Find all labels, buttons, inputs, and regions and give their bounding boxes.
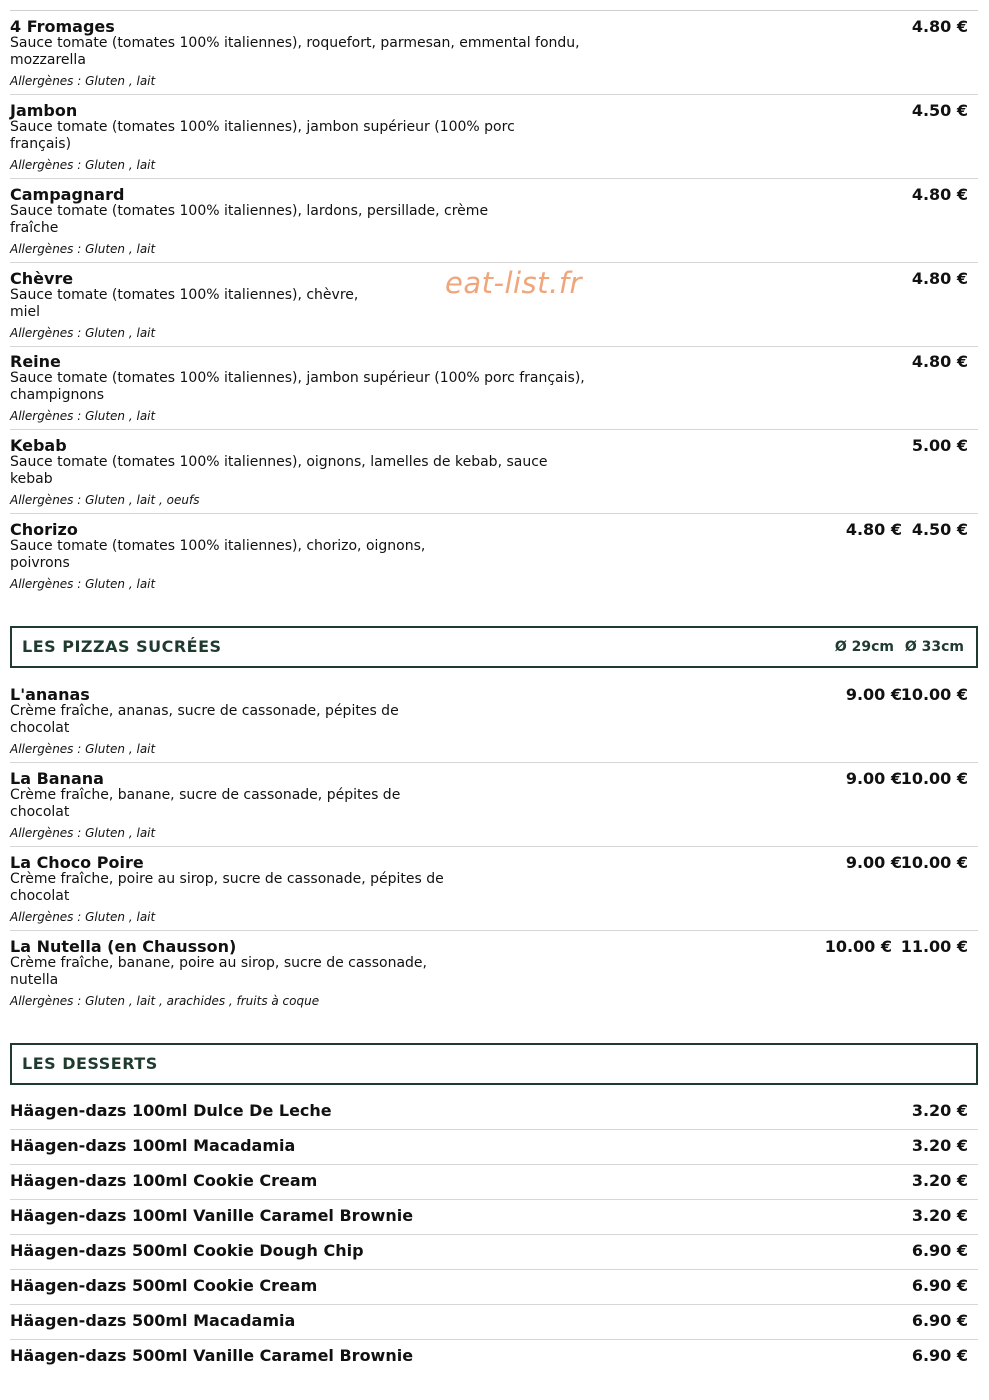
section-header-desserts (10, 1043, 978, 1085)
dessert-name: Häagen-dazs 500ml Vanille Caramel Brownie (10, 1346, 414, 1365)
item-price-large: 11.00 € (900, 937, 968, 956)
dessert-name: Häagen-dazs 500ml Cookie Cream (10, 1276, 318, 1295)
item-price-small: 10.00 € (824, 937, 892, 956)
menu-item (10, 185, 978, 263)
item-description: Sauce tomate (tomates 100% italiennes), jambon supérieur (100% porc français), champignons (10, 370, 585, 403)
item-description: Sauce tomate (tomates 100% italiennes), jambon supérieur (100% porc français) (10, 119, 515, 152)
dessert-name: Häagen-dazs 500ml Cookie Dough Chip (10, 1241, 364, 1260)
item-allergens: Allergènes : Gluten , lait (10, 577, 156, 591)
item-name: L'ananas (10, 685, 90, 704)
menu-item (10, 520, 978, 598)
section-title: LES PIZZAS SUCRÉES (22, 637, 222, 656)
menu-item (10, 352, 978, 430)
item-name: Campagnard (10, 185, 125, 204)
dessert-row (10, 1130, 978, 1165)
item-allergens: Allergènes : Gluten , lait , oeufs (10, 493, 200, 507)
item-description: Sauce tomate (tomates 100% italiennes), oignons, lamelles de kebab, sauce kebab (10, 454, 548, 487)
dessert-row (10, 1200, 978, 1235)
item-allergens: Allergènes : Gluten , lait (10, 826, 156, 840)
item-name: La Banana (10, 769, 104, 788)
item-price: 5.00 € (911, 436, 968, 455)
dessert-price: 3.20 € (911, 1171, 968, 1190)
item-name: Jambon (10, 101, 78, 120)
menu-item (10, 17, 978, 95)
dessert-price: 3.20 € (911, 1136, 968, 1155)
item-description: Sauce tomate (tomates 100% italiennes), chorizo, oignons, poivrons (10, 538, 426, 571)
dessert-row (10, 1165, 978, 1200)
item-allergens: Allergènes : Gluten , lait , arachides , fruits à coque (10, 994, 320, 1008)
item-description: Sauce tomate (tomates 100% italiennes), chèvre, miel (10, 287, 359, 320)
item-name: Chorizo (10, 520, 78, 539)
item-price: 4.80 € (911, 17, 968, 36)
dessert-price: 6.90 € (911, 1241, 968, 1260)
section-title: LES DESSERTS (22, 1054, 158, 1073)
item-allergens: Allergènes : Gluten , lait (10, 242, 156, 256)
item-description: Sauce tomate (tomates 100% italiennes), roquefort, parmesan, emmental fondu, mozzarella (10, 35, 580, 68)
item-name: 4 Fromages (10, 17, 115, 36)
dessert-price: 6.90 € (911, 1276, 968, 1295)
dessert-row (10, 1095, 978, 1130)
menu-item (10, 937, 978, 1015)
item-description: Crème fraîche, banane, poire au sirop, sucre de cassonade, nutella (10, 955, 427, 988)
item-allergens: Allergènes : Gluten , lait (10, 326, 156, 340)
item-price-small: 9.00 € (845, 685, 902, 704)
item-price-large: 10.00 € (900, 685, 968, 704)
dessert-price: 6.90 € (911, 1311, 968, 1330)
dessert-row (10, 1340, 978, 1375)
item-allergens: Allergènes : Gluten , lait (10, 910, 156, 924)
size-large-label: Ø 33cm (904, 639, 964, 655)
menu-item (10, 685, 978, 763)
menu-item (10, 769, 978, 847)
dessert-row (10, 1305, 978, 1340)
item-price-large: 10.00 € (900, 853, 968, 872)
item-price-large: 4.50 € (911, 520, 968, 539)
item-name: Chèvre (10, 269, 74, 288)
item-allergens: Allergènes : Gluten , lait (10, 158, 156, 172)
item-allergens: Allergènes : Gluten , lait (10, 742, 156, 756)
section-header-sweet-pizzas (10, 626, 978, 668)
dessert-name: Häagen-dazs 500ml Macadamia (10, 1311, 296, 1330)
item-price-small: 9.00 € (845, 769, 902, 788)
item-price-small: 4.80 € (845, 520, 902, 539)
size-small-label: Ø 29cm (834, 639, 894, 655)
item-description: Crème fraîche, ananas, sucre de cassonade, pépites de chocolat (10, 703, 399, 736)
item-name: Kebab (10, 436, 67, 455)
menu-item (10, 436, 978, 514)
dessert-price: 6.90 € (911, 1346, 968, 1365)
dessert-row (10, 1270, 978, 1305)
item-price-large: 10.00 € (900, 769, 968, 788)
item-price: 4.80 € (911, 269, 968, 288)
item-allergens: Allergènes : Gluten , lait (10, 409, 156, 423)
menu-item (10, 853, 978, 931)
item-name: Reine (10, 352, 61, 371)
item-price-small: 9.00 € (845, 853, 902, 872)
item-name: La Nutella (en Chausson) (10, 937, 237, 956)
watermark: eat-list.fr (445, 266, 582, 300)
dessert-name: Häagen-dazs 100ml Dulce De Leche (10, 1101, 332, 1120)
item-description: Crème fraîche, banane, sucre de cassonade, pépites de chocolat (10, 787, 401, 820)
menu-item (10, 101, 978, 179)
item-price: 4.50 € (911, 101, 968, 120)
item-name: La Choco Poire (10, 853, 144, 872)
top-divider (10, 10, 978, 11)
dessert-price: 3.20 € (911, 1101, 968, 1120)
dessert-name: Häagen-dazs 100ml Vanille Caramel Brownie (10, 1206, 414, 1225)
item-description: Crème fraîche, poire au sirop, sucre de cassonade, pépites de chocolat (10, 871, 444, 904)
dessert-name: Häagen-dazs 100ml Macadamia (10, 1136, 296, 1155)
item-price: 4.80 € (911, 352, 968, 371)
item-description: Sauce tomate (tomates 100% italiennes), lardons, persillade, crème fraîche (10, 203, 489, 236)
dessert-row (10, 1235, 978, 1270)
item-price: 4.80 € (911, 185, 968, 204)
dessert-name: Häagen-dazs 100ml Cookie Cream (10, 1171, 318, 1190)
item-allergens: Allergènes : Gluten , lait (10, 74, 156, 88)
dessert-price: 3.20 € (911, 1206, 968, 1225)
